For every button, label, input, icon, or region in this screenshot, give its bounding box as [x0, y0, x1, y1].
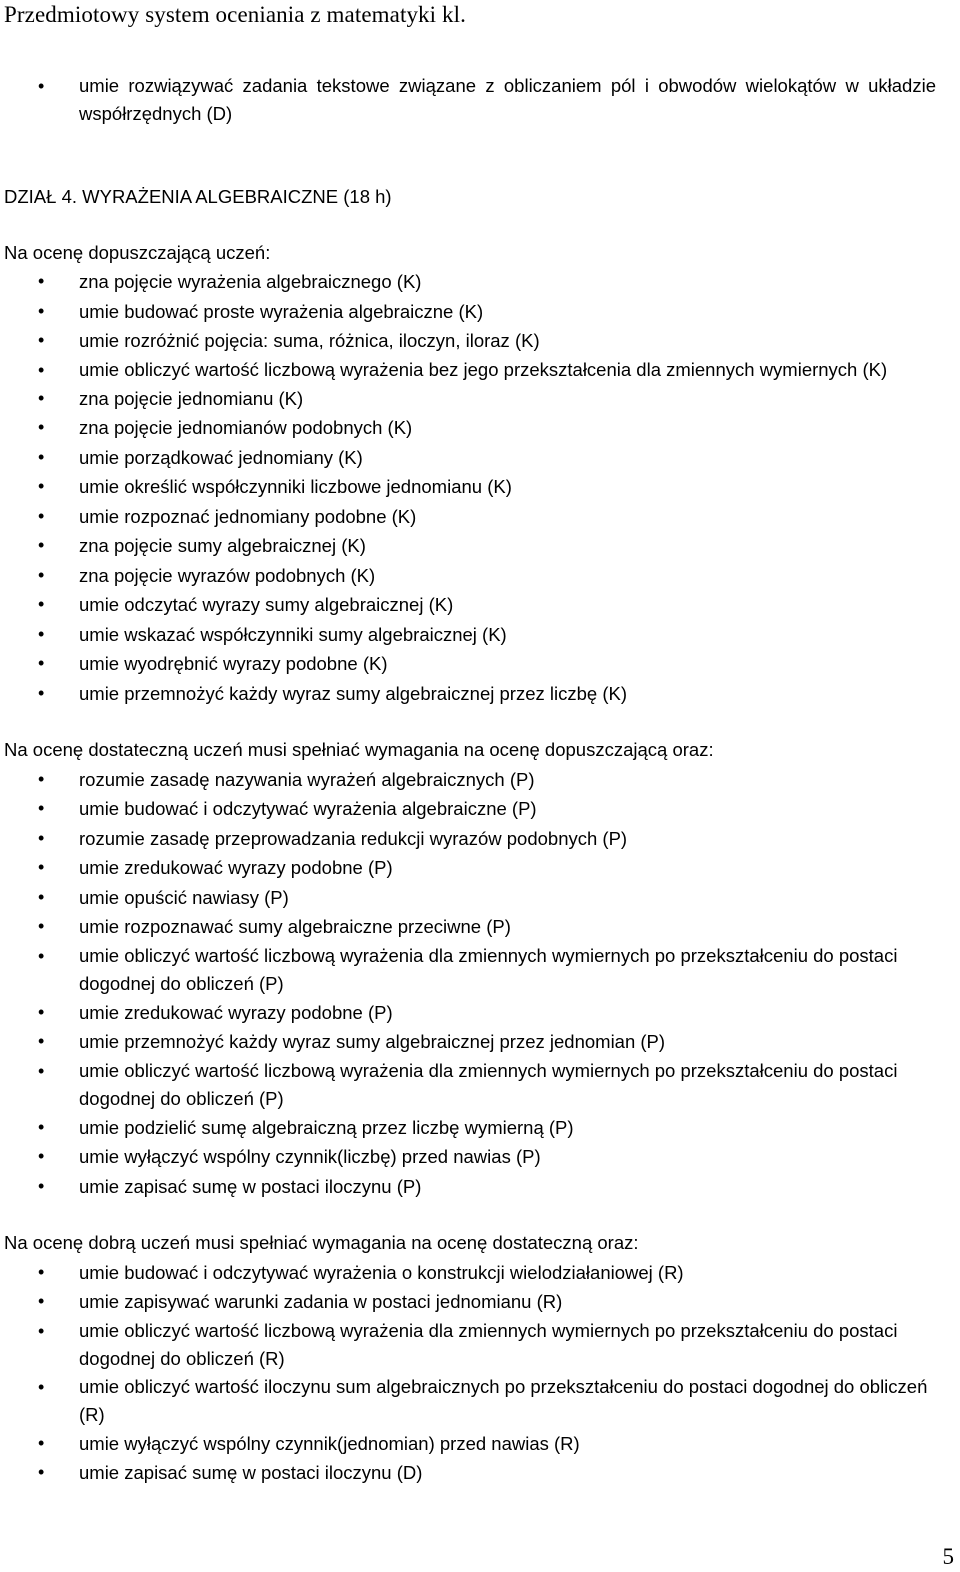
grade-p-intro: Na ocenę dostateczną uczeń musi spełniać wymagania na ocenę dopuszczającą oraz:	[4, 739, 714, 760]
grade-k-intro: Na ocenę dopuszczającą uczeń:	[4, 241, 271, 263]
list-item: • umie obliczyć wartość iloczynu sum algebraicznych po przekształceniu do postaci dogodnej do obliczeń (R)	[4, 1373, 956, 1429]
top-bullet-list	[4, 72, 956, 128]
list-item: • umie podzielić sumę algebraiczną przez liczbę wymierną (P)	[4, 1113, 956, 1143]
grade-r-list	[4, 1258, 956, 1488]
list-item: • umie porządkować jednomiany (K)	[4, 443, 956, 473]
list-item: • umie rozpoznać jednomiany podobne (K)	[4, 502, 956, 532]
list-item: • umie obliczyć wartość liczbową wyrażenia dla zmiennych wymiernych po przekształceniu do postaci dogodnej do obliczeń (P)	[4, 942, 956, 998]
list-item: • umie określić współczynniki liczbowe jednomianu (K)	[4, 472, 956, 502]
list-item: • rozumie zasadę przeprowadzania redukcji wyrazów podobnych (P)	[4, 824, 956, 854]
list-item: • zna pojęcie sumy algebraicznej (K)	[4, 531, 956, 561]
list-item: • rozumie zasadę nazywania wyrażeń algebraicznych (P)	[4, 765, 956, 795]
list-item: • zna pojęcie wyrażenia algebraicznego (K)	[4, 267, 956, 297]
list-item: • umie wyłączyć wspólny czynnik(liczbę) przed nawias (P)	[4, 1142, 956, 1172]
page-number: 5	[942, 1544, 954, 1569]
grade-k-list	[4, 267, 956, 708]
list-item: • umie rozwiązywać zadania tekstowe związane z obliczaniem pól i obwodów wielokątów w układzie współrzędnych (D)	[4, 72, 956, 128]
list-item: • umie budować i odczytywać wyrażenia algebraiczne (P)	[4, 794, 956, 824]
page-header-title: Przedmiotowy system oceniania z matematyki kl.	[4, 2, 466, 27]
list-item: • umie zapisywać warunki zadania w postaci jednomianu (R)	[4, 1287, 956, 1317]
document-body	[4, 72, 956, 1488]
list-item: • umie budować i odczytywać wyrażenia o konstrukcji wielodziałaniowej (R)	[4, 1258, 956, 1288]
list-item: • umie przemnożyć każdy wyraz sumy algebraicznej przez jednomian (P)	[4, 1027, 956, 1057]
grade-r-block	[4, 1228, 956, 1488]
list-item: • umie przemnożyć każdy wyraz sumy algebraicznej przez liczbę (K)	[4, 679, 956, 709]
list-item: • umie zredukować wyrazy podobne (P)	[4, 853, 956, 883]
list-item: • umie rozpoznawać sumy algebraiczne przeciwne (P)	[4, 912, 956, 942]
list-item: • zna pojęcie jednomianu (K)	[4, 384, 956, 414]
list-item: • umie wyodrębnić wyrazy podobne (K)	[4, 649, 956, 679]
list-item: • umie zapisać sumę w postaci iloczynu (D)	[4, 1458, 956, 1488]
list-item: • umie wyłączyć wspólny czynnik(jednomian) przed nawias (R)	[4, 1429, 956, 1459]
list-item: • umie obliczyć wartość liczbową wyrażenia dla zmiennych wymiernych po przekształceniu do postaci dogodnej do obliczeń (P)	[4, 1057, 956, 1113]
grade-p-list	[4, 765, 956, 1202]
list-item: • zna pojęcie wyrazów podobnych (K)	[4, 561, 956, 591]
list-item: • umie rozróżnić pojęcia: suma, różnica, iloczyn, iloraz (K)	[4, 326, 956, 356]
list-item: • umie zapisać sumę w postaci iloczynu (P)	[4, 1172, 956, 1202]
list-item: • umie odczytać wyrazy sumy algebraicznej (K)	[4, 590, 956, 620]
list-item: • umie wskazać współczynniki sumy algebraicznej (K)	[4, 620, 956, 650]
list-item: • umie budować proste wyrażenia algebraiczne (K)	[4, 297, 956, 327]
section-heading: DZIAŁ 4. WYRAŻENIA ALGEBRAICZNE (18 h)	[4, 186, 392, 207]
list-item: • zna pojęcie jednomianów podobnych (K)	[4, 413, 956, 443]
grade-p-block	[4, 735, 956, 1201]
grade-r-intro: Na ocenę dobrą uczeń musi spełniać wymagania na ocenę dostateczną oraz:	[4, 1232, 639, 1253]
list-item: • umie obliczyć wartość liczbową wyrażenia bez jego przekształcenia dla zmiennych wymiernych (K)	[4, 356, 956, 384]
list-item: • umie obliczyć wartość liczbową wyrażenia dla zmiennych wymiernych po przekształceniu do postaci dogodnej do obliczeń (R)	[4, 1317, 956, 1373]
list-item: • umie zredukować wyrazy podobne (P)	[4, 998, 956, 1028]
grade-k-block	[4, 238, 956, 709]
list-item: • umie opuścić nawiasy (P)	[4, 883, 956, 913]
